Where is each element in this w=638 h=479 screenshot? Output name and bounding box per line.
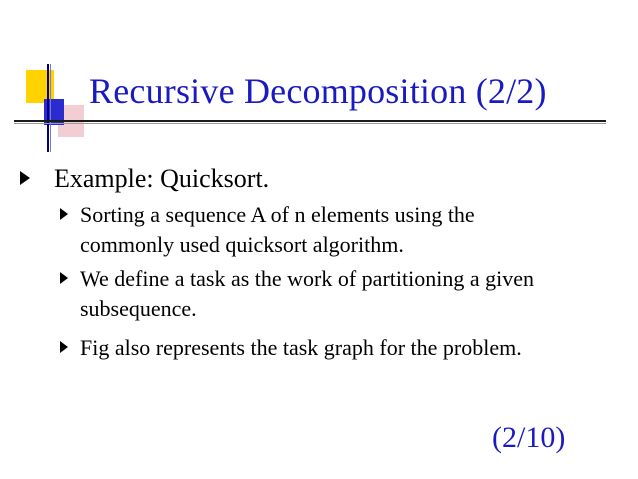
sub-bullet-marker-icon	[60, 341, 68, 353]
bullet-text: Example: Quicksort.	[54, 164, 270, 193]
page-number: (2/10)	[492, 421, 566, 454]
bullet-marker-icon	[20, 171, 30, 185]
sub-bullet-line: Sorting a sequence A of n elements using the	[80, 202, 475, 227]
sub-bullet-line: subsequence.	[80, 296, 197, 321]
slide-title: Recursive Decomposition (2/2)	[89, 71, 547, 111]
sub-bullet-marker-icon	[60, 272, 68, 284]
ornament-vertical-line-shadow	[50, 64, 51, 152]
ornament-vertical-line	[47, 64, 49, 152]
sub-bullet-line: We define a task as the work of partitioning a given	[80, 266, 534, 291]
sub-bullet-line: commonly used quicksort algorithm.	[80, 232, 404, 257]
sub-bullet-line: Fig also represents the task graph for the problem.	[80, 335, 522, 360]
sub-bullet-marker-icon	[60, 208, 68, 220]
title-underline	[14, 120, 606, 122]
title-underline-shadow	[14, 123, 606, 124]
